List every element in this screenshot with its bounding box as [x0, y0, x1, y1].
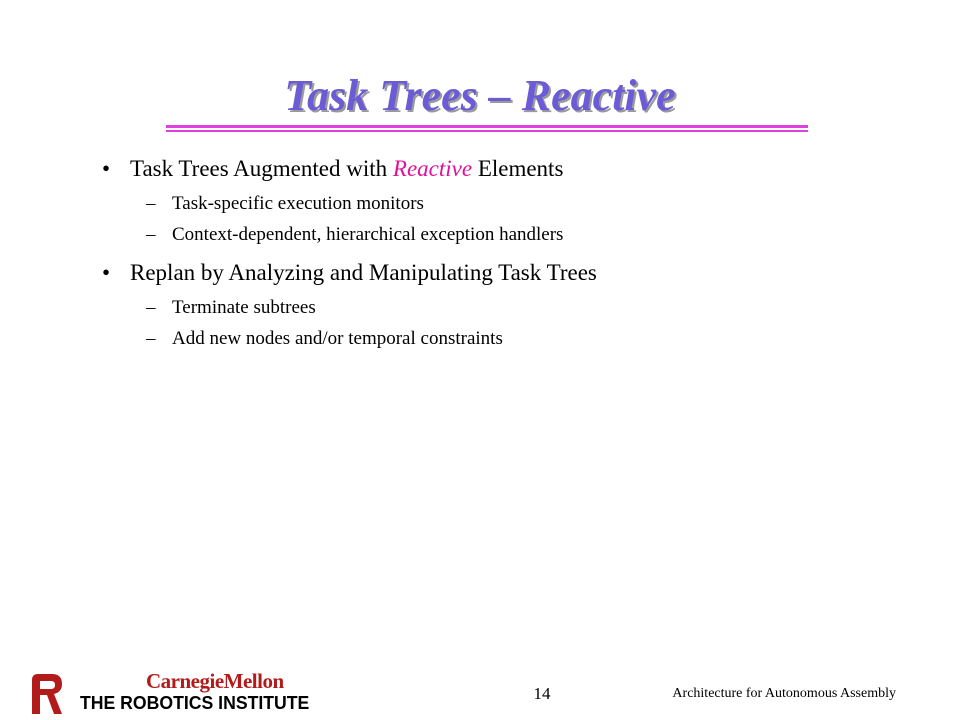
dash-icon: – — [146, 193, 156, 214]
bullet-text-after: Elements — [472, 156, 564, 181]
sub-bullet-list — [102, 292, 922, 354]
bullet-text — [102, 152, 922, 186]
sub-bullet-list — [102, 188, 922, 250]
dash-icon: – — [146, 224, 156, 245]
slide-title: Task Trees – Reactive — [284, 71, 676, 120]
sub-bullet-text: Context-dependent, hierarchical exception handlers — [172, 224, 564, 245]
sub-bullet-text: Terminate subtrees — [172, 297, 316, 318]
sub-bullet — [146, 292, 922, 323]
bullet-icon: • — [102, 260, 111, 285]
sub-bullet-text: Add new nodes and/or temporal constraints — [172, 328, 503, 349]
bullet-list — [102, 152, 922, 360]
dash-icon: – — [146, 297, 156, 318]
ri-logo-icon — [28, 672, 68, 714]
page-number: 14 — [533, 684, 551, 703]
sub-bullet-text: Task-specific execution monitors — [172, 193, 424, 214]
bullet-icon: • — [102, 156, 111, 181]
bullet-text-before: Replan by Analyzing and Manipulating Task Trees — [130, 260, 597, 285]
title-underline — [166, 125, 808, 128]
title-underline-thin — [166, 130, 808, 132]
bullet-item — [102, 152, 922, 250]
bullet-text — [102, 256, 922, 290]
bullet-text-before: Task Trees Augmented with — [130, 156, 393, 181]
footer-deck-title: Architecture for Autonomous Assembly — [672, 686, 896, 701]
sub-bullet — [146, 188, 922, 219]
robotics-institute-wordmark: THE ROBOTICS INSTITUTE — [80, 693, 310, 713]
robotics-institute-logo — [28, 670, 308, 716]
bullet-accent-word: Reactive — [392, 156, 473, 181]
sub-bullet — [146, 323, 922, 354]
bullet-item — [102, 256, 922, 354]
carnegie-mellon-wordmark: CarnegieMellon — [146, 669, 284, 693]
dash-icon: – — [146, 328, 156, 349]
sub-bullet — [146, 219, 922, 250]
